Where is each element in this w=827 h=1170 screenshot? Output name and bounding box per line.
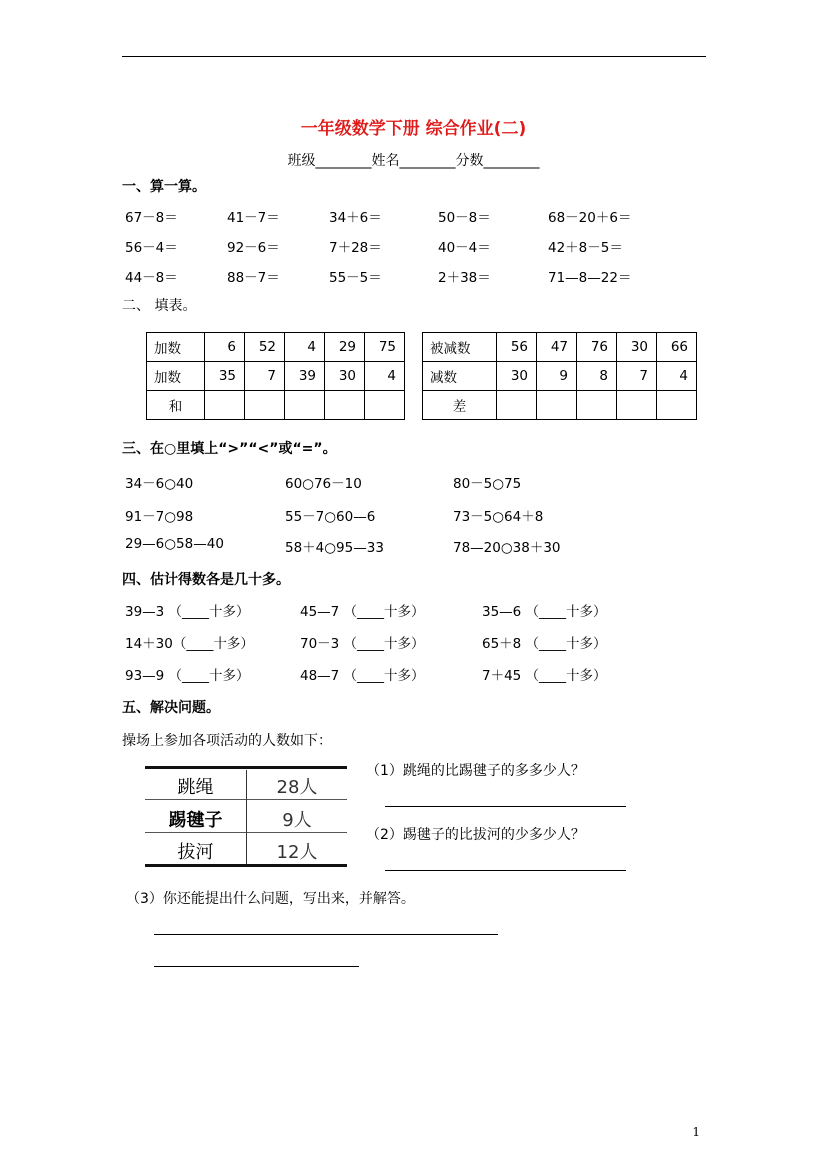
answer-line-1[interactable] xyxy=(385,806,626,807)
value-cell: 29 xyxy=(325,333,365,362)
value-cell: 30 xyxy=(325,362,365,391)
compare-problem: 55－7○60—6 xyxy=(285,509,376,525)
value-cell: 52 xyxy=(245,333,285,362)
estimate-problem: 65＋8 （____十多） xyxy=(482,636,607,652)
compare-problem: 80－5○75 xyxy=(453,476,522,492)
compare-problem: 29—6○58—40 xyxy=(125,536,224,552)
addition-table xyxy=(146,332,405,420)
value-cell: 30 xyxy=(617,333,657,362)
estimate-problem: 39—3 （____十多） xyxy=(125,604,250,620)
value-cell: 76 xyxy=(577,333,617,362)
calc-problem: 2＋38＝ xyxy=(438,270,491,286)
row-label: 加数 xyxy=(147,362,205,391)
worksheet-title: 一年级数学下册 综合作业(二) xyxy=(300,119,527,139)
calc-problem: 50－8＝ xyxy=(438,210,491,226)
value-cell: 56 xyxy=(497,333,537,362)
value-cell: 4 xyxy=(657,362,697,391)
compare-problem: 58＋4○95—33 xyxy=(285,540,384,556)
calc-problem: 41－7＝ xyxy=(227,210,280,226)
value-cell: 4 xyxy=(365,362,405,391)
activity-name: 跳绳 xyxy=(177,777,214,798)
calc-problem: 88－7＝ xyxy=(227,270,280,286)
row-label: 差 xyxy=(423,391,497,420)
blank-cell[interactable] xyxy=(577,391,617,420)
section-1-heading: 一、算一算。 xyxy=(122,179,206,195)
answer-line-2[interactable] xyxy=(385,870,626,871)
value-cell: 66 xyxy=(657,333,697,362)
blank-cell[interactable] xyxy=(205,391,245,420)
calc-problem: 55－5＝ xyxy=(329,270,382,286)
activity-name: 踢毽子 xyxy=(168,810,223,831)
value-cell: 6 xyxy=(205,333,245,362)
value-cell: 30 xyxy=(497,362,537,391)
compare-problem: 78—20○38＋30 xyxy=(453,540,561,556)
calc-problem: 92－6＝ xyxy=(227,240,280,256)
row-label: 被减数 xyxy=(423,333,497,362)
header-rule xyxy=(122,56,706,57)
problem-intro: 操场上参加各项活动的人数如下： xyxy=(122,733,332,749)
blank-cell[interactable] xyxy=(497,391,537,420)
estimate-problem: 48—7 （____十多） xyxy=(300,668,425,684)
section-4-heading: 四、估计得数各是几十多。 xyxy=(122,572,290,588)
compare-problem: 91－7○98 xyxy=(125,509,194,525)
subtraction-table xyxy=(422,332,697,420)
row-label: 加数 xyxy=(147,333,205,362)
section-2-heading: 二、 填表。 xyxy=(122,298,197,314)
row-label: 和 xyxy=(147,391,205,420)
table-row xyxy=(147,362,405,391)
estimate-problem: 45—7 （____十多） xyxy=(300,604,425,620)
blank-cell[interactable] xyxy=(325,391,365,420)
table-row xyxy=(147,391,405,420)
calc-problem: 40－4＝ xyxy=(438,240,491,256)
question-1: （1）跳绳的比踢毽子的多多少人？ xyxy=(366,763,585,779)
activity-count: 12人 xyxy=(276,842,318,863)
table-row xyxy=(423,362,697,391)
value-cell: 39 xyxy=(285,362,325,391)
student-info-line: 班级________姓名________分数________ xyxy=(287,153,540,169)
estimate-problem: 93—9 （____十多） xyxy=(125,668,250,684)
compare-problem: 60○76－10 xyxy=(285,476,362,492)
value-cell: 75 xyxy=(365,333,405,362)
activity-name: 拔河 xyxy=(177,842,214,863)
answer-line-3a[interactable] xyxy=(154,934,498,935)
calc-problem: 68－20＋6＝ xyxy=(548,210,632,226)
table-row xyxy=(147,333,405,362)
compare-problem: 34－6○40 xyxy=(125,476,194,492)
value-cell: 8 xyxy=(577,362,617,391)
table-row xyxy=(423,391,697,420)
blank-cell[interactable] xyxy=(285,391,325,420)
row-label: 减数 xyxy=(423,362,497,391)
calc-problem: 71—8—22＝ xyxy=(548,270,632,286)
blank-cell[interactable] xyxy=(537,391,577,420)
section-5-heading: 五、解决问题。 xyxy=(122,700,220,716)
blank-cell[interactable] xyxy=(617,391,657,420)
calc-problem: 34＋6＝ xyxy=(329,210,382,226)
activity-count: 28人 xyxy=(276,777,318,798)
section-3-heading: 三、在○里填上“>”“<”或“=”。 xyxy=(122,441,337,457)
calc-problem: 44－8＝ xyxy=(125,270,178,286)
value-cell: 7 xyxy=(617,362,657,391)
estimate-problem: 35—6 （____十多） xyxy=(482,604,607,620)
table-row xyxy=(423,333,697,362)
calc-problem: 7＋28＝ xyxy=(329,240,382,256)
table-top-rule xyxy=(145,766,347,769)
activity-count: 9人 xyxy=(282,810,312,831)
blank-cell[interactable] xyxy=(365,391,405,420)
question-3: （3）你还能提出什么问题，写出来，并解答。 xyxy=(126,891,415,907)
compare-problem: 73－5○64＋8 xyxy=(453,509,544,525)
value-cell: 4 xyxy=(285,333,325,362)
value-cell: 9 xyxy=(537,362,577,391)
estimate-problem: 70－3 （____十多） xyxy=(300,636,425,652)
activity-table xyxy=(145,766,347,868)
estimate-problem: 7＋45 （____十多） xyxy=(482,668,607,684)
calc-problem: 67－8＝ xyxy=(125,210,178,226)
blank-cell[interactable] xyxy=(657,391,697,420)
page-number: 1 xyxy=(692,1125,700,1139)
blank-cell[interactable] xyxy=(245,391,285,420)
estimate-problem: 14＋30（____十多） xyxy=(125,636,254,652)
value-cell: 35 xyxy=(205,362,245,391)
question-2: （2）踢毽子的比拔河的少多少人？ xyxy=(366,827,585,843)
value-cell: 7 xyxy=(245,362,285,391)
value-cell: 47 xyxy=(537,333,577,362)
calc-problem: 42＋8－5＝ xyxy=(548,240,623,256)
table-bottom-rule xyxy=(145,864,347,867)
answer-line-3b[interactable] xyxy=(154,966,359,967)
calc-problem: 56－4＝ xyxy=(125,240,178,256)
